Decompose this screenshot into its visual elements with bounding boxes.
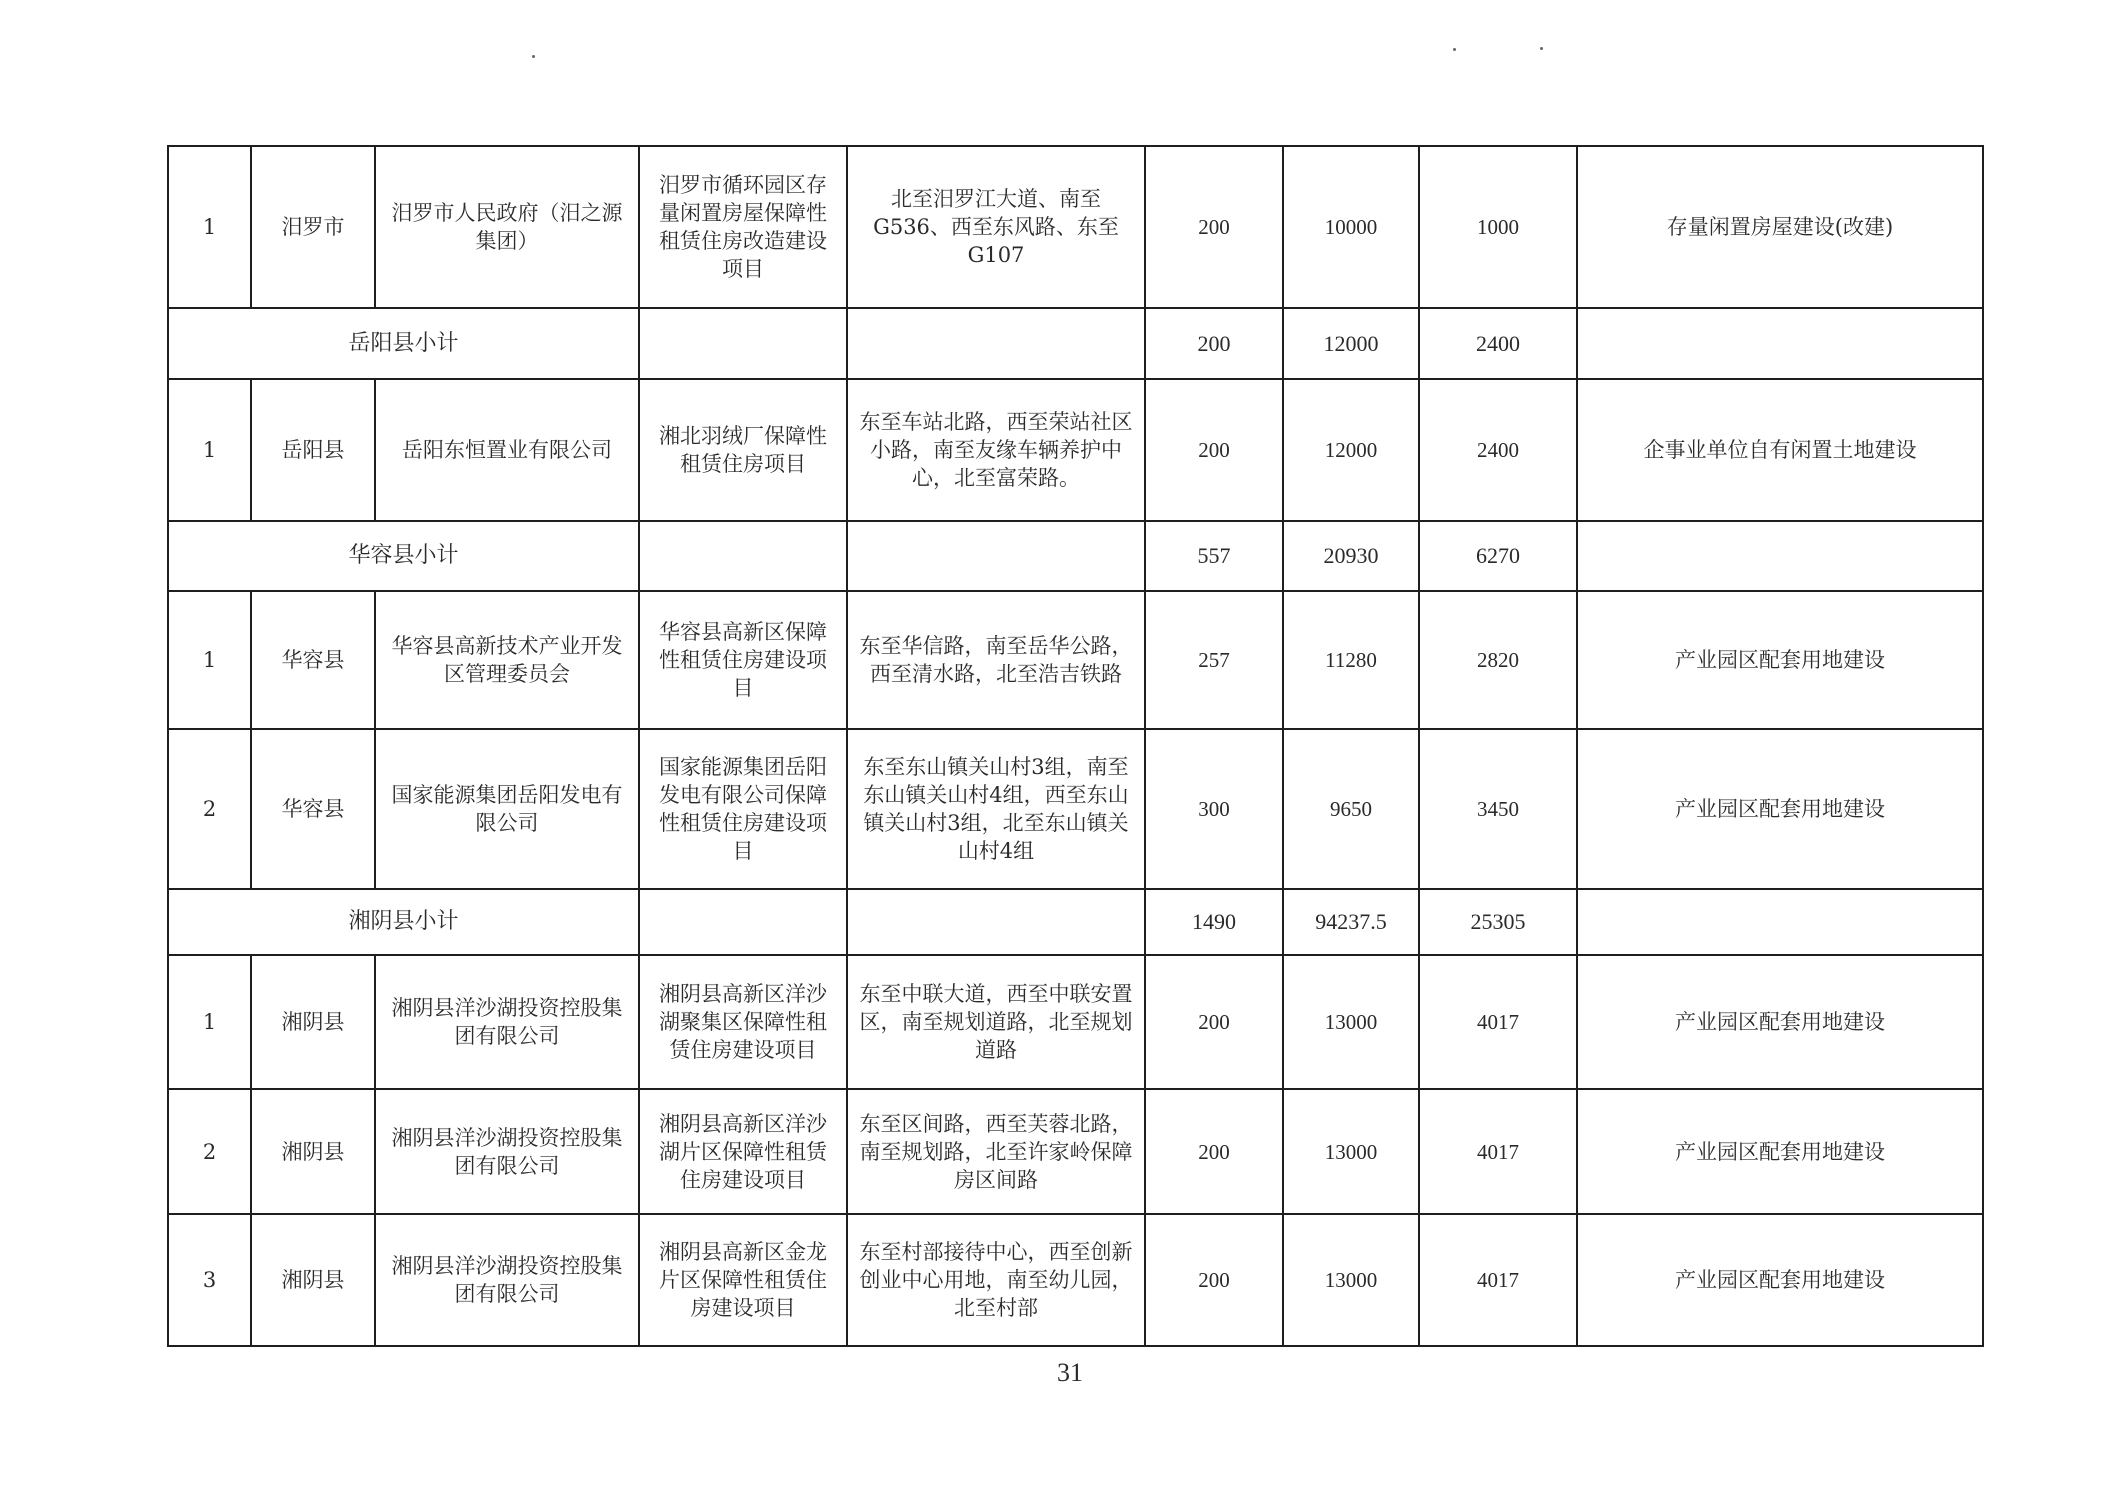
housing-project-table <box>167 145 1984 1347</box>
type-cell: 产业园区配套用地建设 <box>1577 591 1983 729</box>
type-cell: 产业园区配套用地建设 <box>1577 1214 1983 1346</box>
empty-cell <box>847 308 1145 379</box>
value-cell: 200 <box>1145 955 1283 1089</box>
subtotal-label: 岳阳县小计 <box>168 308 639 379</box>
location-cell: 东至华信路，南至岳华公路，西至清水路，北至浩吉铁路 <box>847 591 1145 729</box>
value-cell: 11280 <box>1283 591 1419 729</box>
value-cell: 12000 <box>1283 308 1419 379</box>
value-cell: 3450 <box>1419 729 1577 889</box>
value-cell: 13000 <box>1283 1214 1419 1346</box>
subtotal-row <box>168 889 1983 955</box>
value-cell: 4017 <box>1419 1214 1577 1346</box>
subtotal-row <box>168 521 1983 591</box>
value-cell: 1490 <box>1145 889 1283 955</box>
empty-cell <box>847 889 1145 955</box>
project-cell: 华容县高新区保障性租赁住房建设项目 <box>639 591 847 729</box>
project-cell: 汨罗市循环园区存量闲置房屋保障性租赁住房改造建设项目 <box>639 146 847 308</box>
project-cell: 湘北羽绒厂保障性租赁住房项目 <box>639 379 847 521</box>
type-cell: 产业园区配套用地建设 <box>1577 955 1983 1089</box>
unit-cell: 岳阳东恒置业有限公司 <box>375 379 639 521</box>
county-cell: 湘阴县 <box>251 1214 375 1346</box>
value-cell: 94237.5 <box>1283 889 1419 955</box>
county-cell: 华容县 <box>251 591 375 729</box>
empty-cell <box>639 889 847 955</box>
value-cell: 2820 <box>1419 591 1577 729</box>
type-cell: 存量闲置房屋建设(改建) <box>1577 146 1983 308</box>
unit-cell: 汨罗市人民政府（汨之源集团） <box>375 146 639 308</box>
value-cell: 4017 <box>1419 1089 1577 1214</box>
row-number: 3 <box>168 1214 251 1346</box>
unit-cell: 湘阴县洋沙湖投资控股集团有限公司 <box>375 1214 639 1346</box>
empty-cell <box>1577 889 1983 955</box>
table-row <box>168 591 1983 729</box>
type-cell: 产业园区配套用地建设 <box>1577 729 1983 889</box>
county-cell: 华容县 <box>251 729 375 889</box>
value-cell: 20930 <box>1283 521 1419 591</box>
unit-cell: 华容县高新技术产业开发区管理委员会 <box>375 591 639 729</box>
value-cell: 6270 <box>1419 521 1577 591</box>
value-cell: 200 <box>1145 308 1283 379</box>
project-cell: 湘阴县高新区金龙片区保障性租赁住房建设项目 <box>639 1214 847 1346</box>
county-cell: 湘阴县 <box>251 1089 375 1214</box>
value-cell: 12000 <box>1283 379 1419 521</box>
value-cell: 200 <box>1145 146 1283 308</box>
value-cell: 13000 <box>1283 955 1419 1089</box>
subtotal-label: 湘阴县小计 <box>168 889 639 955</box>
county-cell: 湘阴县 <box>251 955 375 1089</box>
table-row <box>168 146 1983 308</box>
empty-cell <box>639 308 847 379</box>
project-cell: 湘阴县高新区洋沙湖聚集区保障性租赁住房建设项目 <box>639 955 847 1089</box>
county-cell: 汨罗市 <box>251 146 375 308</box>
empty-cell <box>847 521 1145 591</box>
subtotal-label: 华容县小计 <box>168 521 639 591</box>
value-cell: 2400 <box>1419 379 1577 521</box>
row-number: 2 <box>168 1089 251 1214</box>
location-cell: 东至区间路，西至芙蓉北路，南至规划路，北至许家岭保障房区间路 <box>847 1089 1145 1214</box>
row-number: 1 <box>168 379 251 521</box>
empty-cell <box>1577 308 1983 379</box>
type-cell: 企事业单位自有闲置土地建设 <box>1577 379 1983 521</box>
value-cell: 557 <box>1145 521 1283 591</box>
unit-cell: 湘阴县洋沙湖投资控股集团有限公司 <box>375 1089 639 1214</box>
project-cell: 国家能源集团岳阳发电有限公司保障性租赁住房建设项目 <box>639 729 847 889</box>
location-cell: 东至东山镇关山村3组，南至东山镇关山村4组，西至东山镇关山村3组，北至东山镇关山村4组 <box>847 729 1145 889</box>
table-row <box>168 1214 1983 1346</box>
location-cell: 北至汨罗江大道、南至G536、西至东风路、东至G107 <box>847 146 1145 308</box>
value-cell: 10000 <box>1283 146 1419 308</box>
county-cell: 岳阳县 <box>251 379 375 521</box>
value-cell: 200 <box>1145 379 1283 521</box>
value-cell: 1000 <box>1419 146 1577 308</box>
table-row <box>168 379 1983 521</box>
table-row <box>168 1089 1983 1214</box>
value-cell: 4017 <box>1419 955 1577 1089</box>
location-cell: 东至车站北路，西至荣站社区小路，南至友缘车辆养护中心，北至富荣路。 <box>847 379 1145 521</box>
project-cell: 湘阴县高新区洋沙湖片区保障性租赁住房建设项目 <box>639 1089 847 1214</box>
row-number: 2 <box>168 729 251 889</box>
value-cell: 200 <box>1145 1214 1283 1346</box>
value-cell: 257 <box>1145 591 1283 729</box>
value-cell: 200 <box>1145 1089 1283 1214</box>
row-number: 1 <box>168 591 251 729</box>
value-cell: 300 <box>1145 729 1283 889</box>
location-cell: 东至村部接待中心，西至创新创业中心用地，南至幼儿园，北至村部 <box>847 1214 1145 1346</box>
unit-cell: 湘阴县洋沙湖投资控股集团有限公司 <box>375 955 639 1089</box>
table-row <box>168 729 1983 889</box>
row-number: 1 <box>168 146 251 308</box>
value-cell: 2400 <box>1419 308 1577 379</box>
value-cell: 9650 <box>1283 729 1419 889</box>
unit-cell: 国家能源集团岳阳发电有限公司 <box>375 729 639 889</box>
page-number: 31 <box>1057 1358 1083 1387</box>
type-cell: 产业园区配套用地建设 <box>1577 1089 1983 1214</box>
row-number: 1 <box>168 955 251 1089</box>
subtotal-row <box>168 308 1983 379</box>
table-row <box>168 955 1983 1089</box>
value-cell: 25305 <box>1419 889 1577 955</box>
empty-cell <box>639 521 847 591</box>
value-cell: 13000 <box>1283 1089 1419 1214</box>
location-cell: 东至中联大道，西至中联安置区，南至规划道路，北至规划道路 <box>847 955 1145 1089</box>
empty-cell <box>1577 521 1983 591</box>
